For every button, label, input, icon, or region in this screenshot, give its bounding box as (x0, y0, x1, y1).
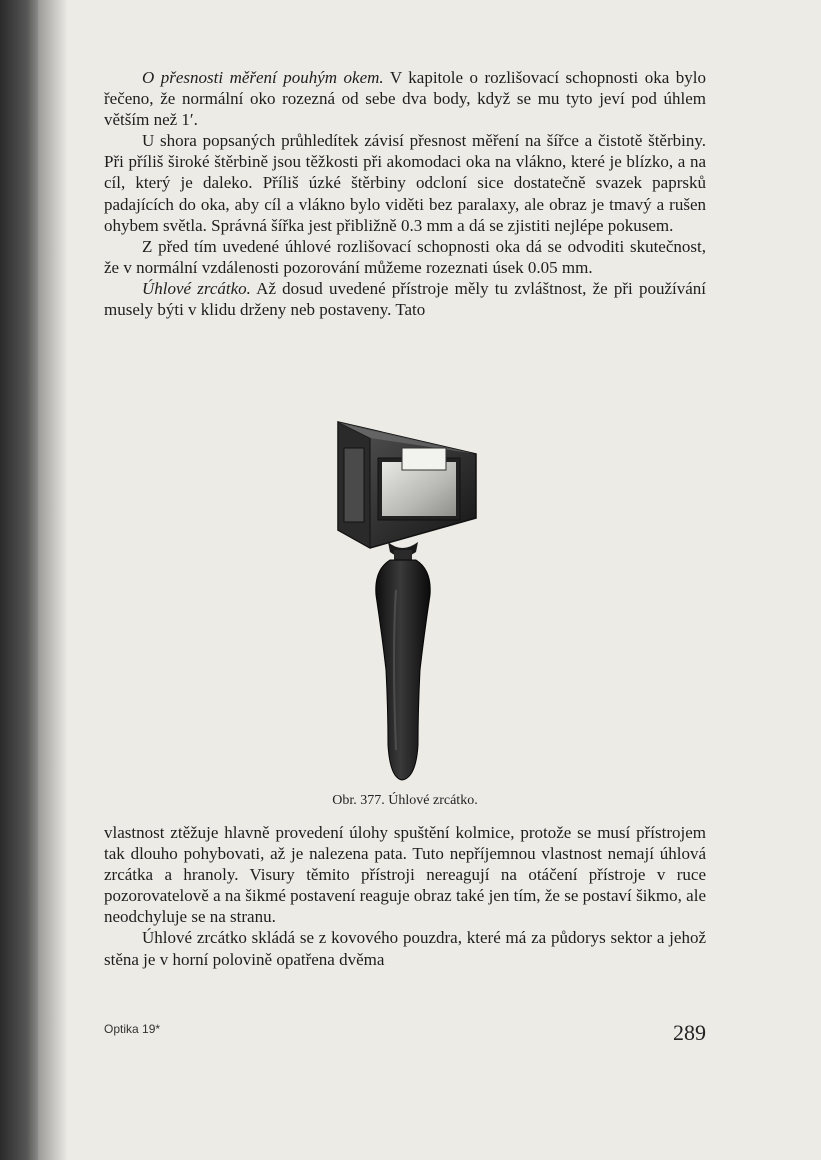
figure-caption: Obr. 377. Úhlové zrcátko. (332, 793, 478, 808)
book-spine (0, 0, 38, 1160)
paragraph-slit-width (104, 130, 706, 235)
paragraph-text: vlastnost ztěžuje hlavně provedení úlohy spuštění kolmice, protože se musí přístrojem tak dlouho pohybovati, až je nalezena pata. Tuto nepříjemnou vlastnost nemají úhlová zrcátka a hranoly. Visury těmito přístroji nereagují na otáčení přístroje v ruce pozorovatelově a na šikmé postavení reaguje obraz také jen tím, že se postaví šikmo, ale neodchyluje se na stranu. (104, 823, 706, 927)
paragraph-angle-mirror-description (104, 927, 706, 969)
paragraph-angle-mirror-intro (104, 278, 706, 320)
paragraph-measurement-accuracy (104, 67, 706, 130)
paragraph-lead: O přesnosti měření pouhým okem. (142, 68, 384, 87)
paragraph-text: V kapitole o rozlišovací schopnosti oka bylo řečeno, že normální oko rozezná od sebe dva body, když se mu tyto jeví pod úhlem větším než 1′. (104, 68, 706, 130)
paragraph-resolution (104, 236, 706, 278)
signature-mark: Optika 19* (104, 1022, 161, 1036)
paragraph-text: U shora popsaných průhledítek závisí přesnost měření na šířce a čistotě štěrbiny. Při příliš široké štěrbině jsou těžkosti při akomodaci oka na vlákno, které je blízko, a na cíl, který je daleko. Příliš úzké štěrbiny odcloní sice dostatečně svazek paprsků padajících do oka, aby cíl a vlákno bylo viděti bez paralaxy, ale obraz je tmavý a rušen ohybem světla. Správná šířka jest přibližně 0.3 mm a dá se zjistiti nejlépe pokusem. (104, 131, 706, 235)
paragraph-lead: Úhlové zrcátko. (142, 278, 251, 298)
gutter-shadow (38, 0, 68, 1160)
paragraph-text: Úhlové zrcátko skládá se z kovového pouzdra, které má za půdorys sektor a jehož stěna je v horní polovině opatřena dvěma (104, 928, 706, 969)
page-number: 289 (673, 1020, 706, 1045)
text-block-top (104, 67, 706, 320)
text-block-bottom (104, 822, 706, 970)
angle-mirror-figure (330, 420, 480, 785)
paragraph-text: Z před tím uvedené úhlové rozlišovací schopnosti oka dá se odvoditi skutečnost, že v normální vzdálenosti pozorování můžeme rozeznati úsek 0.05 mm. (104, 236, 706, 277)
paragraph-text: Až dosud uvedené přístroje měly tu zvláštnost, že při používání musely býti v klidu drženy neb postaveny. Tato (104, 278, 706, 320)
paragraph-continuation (104, 822, 706, 927)
